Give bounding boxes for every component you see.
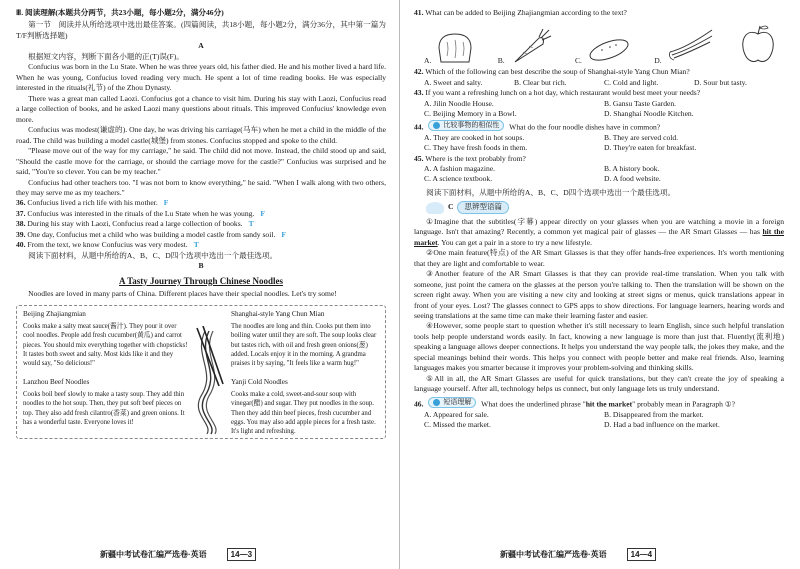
q46-options-row1: A. Appeared for sale. B. Disappeared from the market.: [424, 409, 704, 419]
q45-options-row1: A. A fashion magazine. B. A history book.: [424, 164, 660, 174]
q43-options-row2: C. Beijing Memory in a Bowl. D. Shanghai Noodle Kitchen.: [424, 109, 694, 119]
cucumber-icon: [586, 28, 632, 66]
option-c-image: C.: [575, 28, 632, 66]
passage-a-para-1: Confucius was born in the Lu State. When he was three years old, his father died. He and his mother lived a hard life. When he was young, Confucius loved reading very much. He spent a lot of time reading books. He was especially interested in the rituals(礼节) of the Zhou Dynasty.: [16, 62, 386, 93]
footer-right: 新疆中考试卷汇编严选卷·英语 14—4: [500, 548, 656, 561]
badge-icon: [433, 122, 440, 129]
passage-b-title: A Tasty Journey Through Chinese Noodles: [119, 275, 283, 286]
footer-left: 新疆中考试卷汇编严选卷·英语 14—3: [100, 548, 256, 561]
section-title: Ⅲ. 阅读理解(本题共分两节，共23小题，每小题2分，满分46分): [16, 8, 224, 17]
q42-options: A. Sweet and salty. B. Clear but rich. C. Cold and light. D. Sour but tasty.: [424, 77, 747, 87]
passage-a-label: A: [198, 41, 204, 51]
q43-options-row1: A. Jilin Noodle House. B. Gansu Taste Garden.: [424, 98, 677, 108]
answer-mark: F: [163, 198, 169, 208]
tf-question-39: 39. One day, Confucius met a child who was building a model castle from sandy soil. F: [16, 229, 286, 239]
passage-a-para-2: There was a great man called Laozi. Confucius got a chance to visit him. During his stay with Laozi, Confucius read a large collection of books, and he asked Laozi many questions about rituals. This improved Confucius' knowledge even more.: [16, 93, 386, 124]
box-shanghai: Shanghai-style Yang Chun Mian The noodles are long and thin. Cooks put them into boiling water until they are soft. The soup looks clear but tastes rich, with oil and fresh green onions(葱) added. Locals enjoy it in the morning. A grandma praises it by saying, "It feels like a warm hug!": [231, 309, 377, 367]
answer-mark: T: [248, 219, 254, 229]
q44-options-row2: C. They have fresh foods in them. D. They're eaten for breakfast.: [424, 143, 697, 153]
passage-b-label: B: [198, 261, 204, 271]
underlined-phrase: hit the market: [414, 227, 784, 247]
question-42: 42. Which of the following can best describe the soup of Shanghai-style Yang Chun Mian?: [414, 67, 690, 77]
passage-c-para-1: ①Imagine that the subtitles(字幕) appear directly on your glasses when you are watching a movie in a foreign language. Isn't that amazing? Recently, a common yet magical pair of glasses — the AR Smart Glasses — has hit the market. You can get a pair in a store to try a new lifestyle.: [414, 216, 784, 247]
badge-icon: [433, 399, 440, 406]
skill-badge: 短语理解: [428, 397, 476, 409]
tf-question-36: 36. Confucius lived a rich life with his mother. F: [16, 198, 169, 208]
q44-options-row1: A. They are cooked in hot soups. B. They are served cold.: [424, 132, 679, 142]
page-number: 14—3: [227, 548, 256, 561]
passage-c-instruction: 阅读下面材料，从题中所给的A、B、C、D四个选项中选出一个最佳选项。: [426, 187, 676, 197]
passage-c-header: [426, 201, 784, 213]
part1-header: 第一节 阅读并从所给选项中选出最佳答案。(四篇阅读，共18小题，每小题2分，满分36分，其中第一篇为T/F判断选择题): [16, 20, 386, 40]
passage-a-para-4: "Please move out of the way for my carriage," he said. The child did not move. Instead, the child stood up and said, "Should the castle move for the carriage, or should the carriage move for the castle?" Confucius was surprised and he said, "You're so clever. You can be my teacher.": [16, 146, 386, 177]
passage-c-para-3: ③Another feature of the AR Smart Glasses is that they can provide real-time translation. When you talk with someone, just point the camera on the glasses at the person you're talking to. Then the translation will be shown on the screen right away. When you are visiting a new city and looking at street signs or menus, quick translations appear in front of your eyes. Lost? The glasses connect to GPS apps to show directions. For language learners, hearing words and seeing translations at the same time can make their learning faster and easier.: [414, 269, 784, 320]
q46-options-row2: C. Missed the market. D. Had a bad influence on the market.: [424, 420, 720, 429]
passage-a-para-5: Confucius had other teachers too. "I was not born to know everything," he said. "When I walk along with two others, they may serve me as my teachers.": [16, 177, 386, 197]
question-43: 43. If you want a refreshing lunch on a hot day, which restaurant would best meet your needs?: [414, 88, 701, 98]
page-number: 14—4: [627, 548, 656, 561]
question-46: 46. 短语理解 What does the underlined phrase "hit the market" probably mean in Paragraph ①?: [414, 397, 736, 409]
question-45: 45. Where is the text probably from?: [414, 153, 526, 163]
passage-b-instruction: 阅读下面材料，从题中所给的A、B、C、D四个选项中选出一个最佳选项。: [28, 250, 278, 260]
passage-c-label: C: [448, 202, 454, 212]
passage-c-para-2: ②One main feature(特点) of the AR Smart Glasses is that they offer hands-free experiences. It's worth mentioning that they are light and comfortable to wear.: [414, 248, 784, 268]
right-page: [400, 0, 800, 569]
apple-icon: [738, 22, 778, 66]
box-beijing: Beijing Zhajiangmian Cooks make a salty meat sauce(酱汁). They pour it over cool noodles. People add fresh cucumber(黄瓜) and carrot pieces. You should mix everything together with chopsticks! It tastes both sweet and salty. Most kids like it and they would say, "So delicious!": [23, 309, 188, 367]
box-yanji: Yanji Cold Noodles Cooks make a cold, sweet-and-sour soup with vinegar(醋) and sugar. They put noodles in the soup. Then they add thin beef pieces, fresh cucumber and eggs. You may also add apple pieces for a fresh taste. It's light and refreshing.: [231, 377, 376, 435]
option-b-image: B.: [498, 28, 553, 66]
noodle-illustration: [189, 326, 229, 436]
bread-icon: [435, 28, 475, 66]
passage-a-instruction: 根据短文内容，判断下面各小题的正(T)误(F)。: [28, 51, 184, 61]
carrot-icon: [509, 28, 553, 66]
section-icon: [426, 202, 444, 214]
tf-question-40: 40. From the text, we know Confucius was very modest. T: [16, 240, 199, 250]
tf-question-37: 37. Confucius was interested in the rituals of the Lu State when he was young. F: [16, 208, 265, 218]
question-41: 41. What can be added to Beijing Zhajiangmian according to the text?: [414, 8, 627, 17]
passage-c-tag: 思辨型语篇: [457, 201, 509, 213]
passage-c-para-4: ④However, some people start to question whether it's still necessary to learn English, since such helpful translation tools help people understand words easily. In fact, knowing a new language is more than just that. Fluently(流利地) speaking a language allows deeper connections. It helps you understand the way people talk, the jokes they make, and the special meanings behind their words. This helps you connect with people better and make real friends. Also, learning languages makes you smarter because it improves your problem-solving and thinking skills.: [414, 321, 784, 373]
answer-mark: T: [193, 240, 199, 250]
q41-images: [414, 20, 784, 66]
noodle-boxes: [16, 305, 386, 439]
passage-b-intro: Noodles are loved in many parts of China. Different places have their special noodles. Let's try some!: [28, 289, 337, 299]
option-a-image: A.: [424, 28, 475, 66]
answer-mark: F: [281, 229, 286, 239]
box-lanzhou: Lanzhou Beef Noodles Cooks boil beef slowly to make a tasty soup. They add thin noodles to the hot soup. Then, they put soft beef pieces on top. They also add fresh cilantro(香菜) and green onions. It has a wonderful taste. Everyone loves it!: [23, 377, 185, 426]
tf-question-38: 38. During his stay with Laozi, Confucius read a large collection of books. T: [16, 219, 254, 229]
skill-badge: 比较事物的相似性: [428, 120, 504, 132]
q45-options-row2: C. A science textbook. D. A food website.: [424, 174, 661, 184]
passage-c-para-5: ⑤All in all, the AR Smart Glasses are useful for quick translations, but they can't create the joy of speaking a language yourself. After all, technology helps us connect, but only language lets us truly understand.: [414, 373, 784, 394]
green-onion-icon: [666, 22, 716, 66]
question-44: 44. 比较事物的相似性 What do the four noodle dishes have in common?: [414, 120, 661, 132]
option-d-image: D.: [654, 22, 715, 66]
passage-a-para-3: Confucius was modest(谦虚的). One day, he was driving his carriage(马车) when he met a child in the middle of the road. The child was building a model castle(城堡) from stones. Confucius stopped and spoke to the child.: [16, 125, 386, 145]
answer-mark: F: [260, 208, 265, 218]
apple-image: [738, 22, 778, 66]
